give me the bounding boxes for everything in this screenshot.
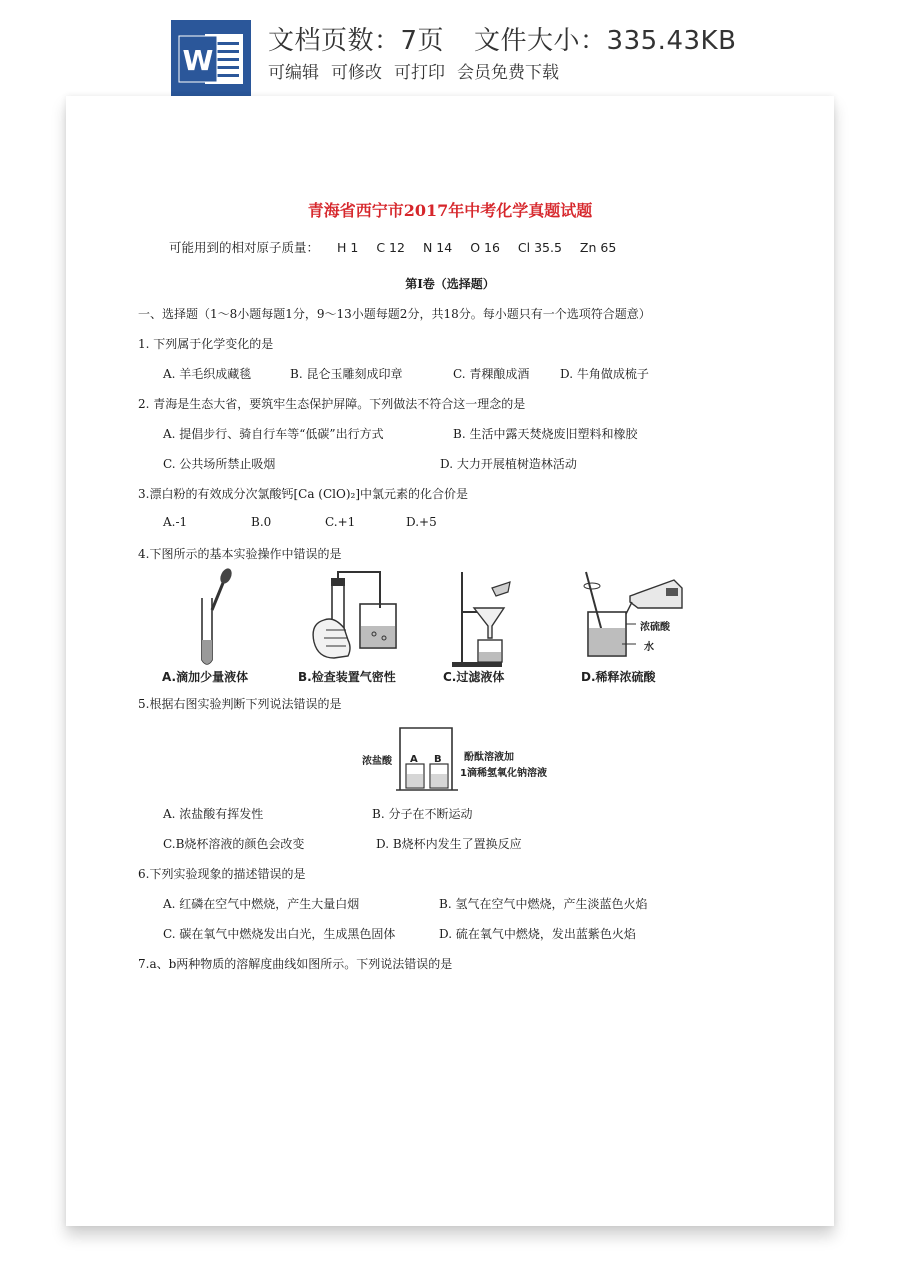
- figure-b-airtightness: [304, 568, 404, 668]
- file-size: 文件大小：335.43KB: [474, 26, 737, 56]
- q5-option-c: C.B烧杯溶液的颜色会改变: [163, 837, 305, 851]
- figure-a-dropper: [190, 568, 240, 668]
- q3-stem: 3.漂白粉的有效成分次氯酸钙[Ca (ClO)₂]中氯元素的化合价是: [138, 487, 468, 501]
- feature-free-download: 会员免费下载: [457, 63, 559, 83]
- figure-a-caption: A.滴加少量液体: [162, 670, 249, 684]
- q6-option-c: C. 碳在氧气中燃烧发出白光，生成黑色固体: [163, 927, 396, 941]
- label-conc-hcl: 浓盐酸: [362, 756, 392, 767]
- svg-text:W: W: [182, 44, 214, 77]
- atomic-n: N 14: [422, 240, 453, 255]
- q6-option-d: D. 硫在氧气中燃烧，发出蓝紫色火焰: [439, 927, 636, 941]
- q3-option-c: C.+1: [325, 515, 356, 529]
- document-page: [66, 96, 834, 1226]
- download-banner: [0, 0, 900, 96]
- word-document-icon: [171, 20, 251, 96]
- figure-b-caption: B.检查装置气密性: [298, 670, 396, 684]
- q2-option-a: A. 提倡步行、骑自行车等“低碳”出行方式: [163, 427, 384, 441]
- label-concentrated-acid: 浓硫酸: [640, 622, 670, 633]
- q7-stem: 7.a、b两种物质的溶解度曲线如图所示。下列说法错误的是: [138, 957, 453, 971]
- q1-option-a: A. 羊毛织成藏毯: [163, 367, 252, 381]
- q2-option-b: B. 生活中露天焚烧废旧塑料和橡胶: [453, 427, 638, 441]
- section-heading: 第Ⅰ卷（选择题）: [405, 277, 495, 291]
- q1-option-c: C. 青稞酿成酒: [453, 367, 530, 381]
- figure-d-dilution: [578, 568, 688, 668]
- label-beaker-a: A: [410, 754, 418, 765]
- q2-option-c: C. 公共场所禁止吸烟: [163, 457, 276, 471]
- feature-modifiable: 可修改: [331, 63, 382, 83]
- q5-option-a: A. 浓盐酸有挥发性: [163, 807, 264, 821]
- label-phenolphthalein: 酚酞溶液加: [464, 752, 514, 763]
- atomic-zn: Zn 65: [579, 240, 617, 255]
- q3-option-d: D.+5: [406, 515, 437, 529]
- q1-option-b: B. 昆仑玉雕刻成印章: [290, 367, 403, 381]
- q6-stem: 6.下列实验现象的描述错误的是: [138, 867, 306, 881]
- figure-c-caption: C.过滤液体: [443, 670, 505, 684]
- instructions: 一、选择题（1～8小题每题1分，9～13小题每题2分，共18分。每小题只有一个选项符合题意）: [138, 307, 651, 321]
- q2-option-d: D. 大力开展植树造林活动: [440, 457, 577, 471]
- feature-list: [268, 58, 571, 83]
- q6-option-b: B. 氢气在空气中燃烧，产生淡蓝色火焰: [439, 897, 648, 911]
- q6-option-a: A. 红磷在空气中燃烧，产生大量白烟: [163, 897, 360, 911]
- page-count: 文档页数：7页: [268, 26, 445, 56]
- q5-stem: 5.根据右图实验判断下列说法错误的是: [138, 697, 342, 711]
- q1-option-d: D. 牛角做成梳子: [560, 367, 649, 381]
- q1-stem: 1. 下列属于化学变化的是: [138, 337, 274, 351]
- doc-title: 青海省西宁市2017年中考化学真题试题: [307, 201, 593, 220]
- atomic-cl: Cl 35.5: [517, 240, 562, 255]
- figure-d-caption: D.稀释浓硫酸: [581, 670, 656, 684]
- q2-stem: 2. 青海是生态大省，要筑牢生态保护屏障。下列做法不符合这一理念的是: [138, 397, 526, 411]
- label-beaker-b: B: [434, 754, 442, 765]
- atomic-mass-line: [169, 238, 616, 256]
- label-naoh: 1滴稀氢氧化钠溶液: [460, 768, 547, 779]
- file-info: [268, 20, 766, 57]
- label-water: 水: [644, 642, 654, 653]
- atomic-o: O 16: [470, 240, 500, 255]
- q3-option-a: A.-1: [163, 515, 188, 529]
- q4-stem: 4.下图所示的基本实验操作中错误的是: [138, 547, 342, 561]
- q3-option-b: B.0: [251, 515, 272, 529]
- atomic-c: C 12: [376, 240, 405, 255]
- figure-q5-beakers: [396, 724, 458, 792]
- atomic-mass-label: 可能用到的相对原子质量：: [169, 240, 320, 255]
- q5-option-d: D. B烧杯内发生了置换反应: [376, 837, 522, 851]
- figure-c-filtration: [446, 568, 526, 668]
- atomic-h: H 1: [337, 240, 359, 255]
- feature-printable: 可打印: [394, 63, 445, 83]
- feature-editable: 可编辑: [268, 63, 319, 83]
- q5-option-b: B. 分子在不断运动: [372, 807, 473, 821]
